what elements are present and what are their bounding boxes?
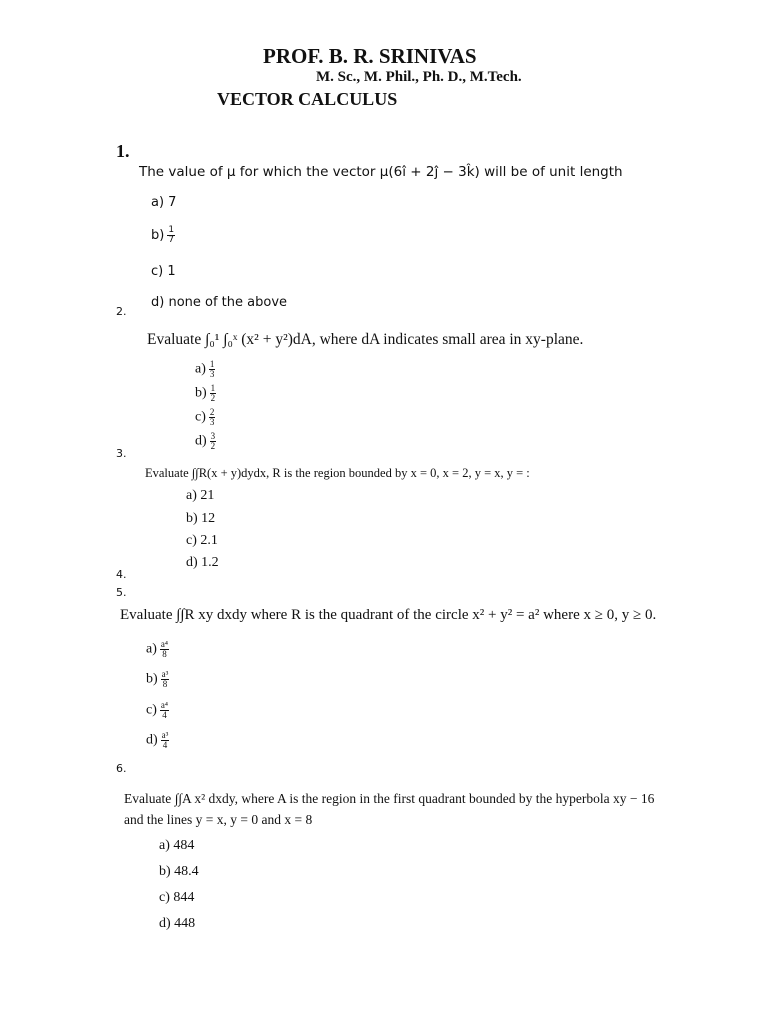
question-1-option-d: d) none of the above (151, 295, 288, 310)
option-fraction (161, 731, 170, 750)
option-label: c) (195, 409, 206, 425)
question-6-option-a: a) 484 (159, 838, 195, 853)
option-fraction (160, 640, 169, 659)
question-6-number: 6. (116, 762, 127, 775)
question-2-option-c (195, 408, 215, 427)
question-1-option-a: a) 7 (151, 195, 177, 210)
option-label: c) (146, 702, 157, 718)
question-6-text-line-1: Evaluate ∫∫A x² dxdy, where A is the region in the first quadrant bounded by the hyperbola xy − 16 (124, 791, 655, 806)
question-2-number: 2. (116, 305, 127, 318)
option-fraction (161, 670, 170, 689)
option-fraction (210, 384, 217, 403)
question-3-option-b: b) 12 (186, 511, 216, 526)
option-fraction (209, 360, 216, 379)
question-5-option-b (146, 670, 169, 689)
option-label: b) (195, 385, 207, 401)
option-label: b) (151, 228, 165, 243)
question-2-text: Evaluate ∫₀¹ ∫₀ˣ (x² + y²)dA, where dA indicates small area in xy-plane. (147, 331, 584, 348)
fraction-denominator: 3 (209, 417, 215, 427)
fraction-denominator: 4 (162, 740, 168, 750)
fraction-denominator: 8 (162, 649, 167, 659)
question-3-text: Evaluate ∫∫R(x + y)dydx, R is the region bounded by x = 0, x = 2, y = x, y = : (145, 466, 530, 480)
question-5-option-a (146, 640, 169, 659)
option-label: d) (195, 433, 207, 449)
question-2-option-a (195, 360, 215, 379)
option-fraction (167, 226, 175, 245)
option-label: b) (146, 671, 158, 687)
question-5-option-c (146, 701, 169, 720)
option-label: a) (195, 361, 206, 377)
question-3-option-d: d) 1.2 (186, 555, 219, 570)
fraction-denominator: 2 (210, 393, 216, 403)
fraction-numerator: 2 (209, 407, 215, 417)
question-6-option-b: b) 48.4 (159, 864, 199, 879)
option-fraction (160, 701, 169, 720)
question-5-option-d (146, 731, 169, 750)
option-label: d) (146, 732, 158, 748)
question-1-option-c: c) 1 (151, 264, 176, 279)
question-3-number: 3. (116, 447, 127, 460)
question-3-option-a: a) 21 (186, 488, 215, 503)
question-2-option-b (195, 384, 216, 403)
option-fraction (209, 408, 216, 427)
option-fraction (210, 432, 217, 451)
fraction-denominator: 3 (209, 369, 215, 379)
question-4-number: 4. (116, 568, 127, 581)
fraction-denominator: 8 (162, 679, 168, 689)
fraction-numerator: 1 (209, 359, 215, 369)
question-2-option-d (195, 432, 216, 451)
question-1-number: 1. (116, 141, 130, 161)
question-1-text: The value of μ for which the vector μ(6î + 2ĵ − 3k̂) will be of unit length (139, 164, 623, 180)
fraction-numerator: 3 (210, 431, 216, 441)
fraction-denominator: 2 (210, 441, 216, 451)
question-3-option-c: c) 2.1 (186, 533, 218, 548)
fraction-numerator: a³ (161, 669, 169, 679)
question-5-number: 5. (116, 586, 127, 599)
author-name: PROF. B. R. SRINIVAS (263, 44, 477, 68)
fraction-numerator: a⁴ (160, 700, 169, 710)
question-6-option-d: d) 448 (159, 916, 196, 931)
question-6-option-c: c) 844 (159, 890, 195, 905)
option-label: a) (146, 641, 157, 657)
fraction-numerator: 1 (210, 383, 216, 393)
fraction-denominator: 4 (162, 710, 167, 720)
question-5-text: Evaluate ∫∫R xy dxdy where R is the quadrant of the circle x² + y² = a² where x ≥ 0, y ≥ 0. (120, 607, 657, 623)
question-6-text-line-2: and the lines y = x, y = 0 and x = 8 (124, 812, 313, 827)
fraction-numerator: a³ (161, 730, 169, 740)
fraction-numerator: a⁴ (160, 639, 169, 649)
author-qualifications: M. Sc., M. Phil., Ph. D., M.Tech. (316, 69, 522, 85)
document-subject: VECTOR CALCULUS (217, 89, 398, 109)
fraction-denominator: 7 (168, 235, 175, 245)
fraction-numerator: 1 (168, 225, 175, 235)
question-1-option-b (151, 226, 175, 245)
